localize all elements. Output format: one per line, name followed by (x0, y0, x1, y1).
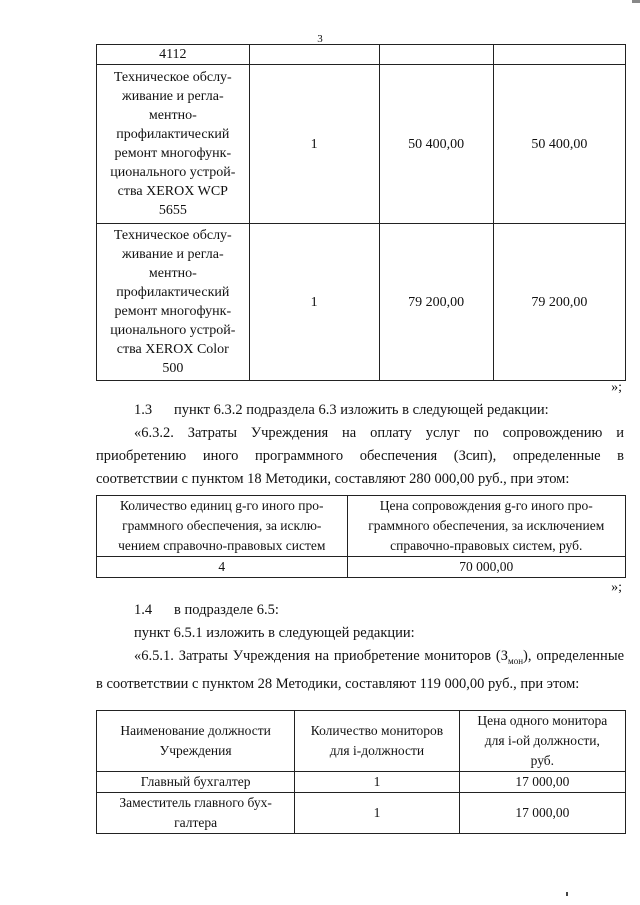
unit-price-cell: 79 200,00 (379, 224, 493, 381)
subpoint-text: пункт 6.5.1 изложить в следующей редакции: (134, 625, 415, 641)
price-cell: 17 000,00 (459, 793, 625, 834)
table-header-row (97, 496, 626, 557)
section-number: 1.4 (134, 602, 153, 618)
table-row (97, 224, 626, 381)
software-support-table (96, 495, 626, 578)
column-header: Цена одного монитора для i-ой должности, руб. (459, 711, 625, 772)
section-quote: «6.3.2. Затраты Учреждения на оплату услуг по сопровождению и приобретению иного программного обеспечения (Зсип), определенные в соответствии с пунктом 18 Методики, составляют 280 000,00 руб., при этом: (96, 425, 624, 487)
quantity-cell (249, 45, 379, 65)
quantity-cell: 1 (249, 65, 379, 224)
maintenance-cost-table (96, 44, 626, 381)
quote-part: ), определенные в соответствии с пунктом 28 Методики, составляют 119 000,00 руб., при этом: (96, 648, 624, 692)
section-text: пункт 6.3.2 подраздела 6.3 изложить в следующей редакции: (174, 402, 549, 418)
section-quote (96, 645, 624, 696)
table-row (97, 45, 626, 65)
total-cell (493, 45, 625, 65)
column-header: Количество единиц g-го иного про- граммного обеспечения, за исклю- чением справочно-правовых систем (97, 496, 348, 557)
closing-quote: »; (611, 580, 622, 595)
closing-quote: »; (611, 380, 622, 395)
column-header: Цена сопровождения g-го иного про- граммного обеспечения, за исключением справочно-правовых систем, руб. (347, 496, 625, 557)
quantity-cell: 1 (295, 793, 459, 834)
service-name-cell: 4112 (97, 45, 250, 65)
page-number: 3 (317, 33, 323, 45)
subscript: мон (508, 655, 524, 666)
column-header: Наименование должности Учреждения (97, 711, 295, 772)
position-cell: Главный бухгалтер (97, 772, 295, 793)
unit-price-cell: 50 400,00 (379, 65, 493, 224)
quantity-cell: 4 (97, 557, 348, 578)
table-header-row (97, 711, 626, 772)
table-row (97, 65, 626, 224)
quantity-cell: 1 (249, 224, 379, 381)
total-cell: 79 200,00 (493, 224, 625, 381)
table-row (97, 793, 626, 834)
monitor-cost-table (96, 710, 626, 834)
service-name-cell: Техническое обслу- живание и регла- ментно- профилактический ремонт многофунк- ционального устрой- ства XEROX WCP 5655 (97, 65, 250, 224)
unit-price-cell (379, 45, 493, 65)
total-cell: 50 400,00 (493, 65, 625, 224)
service-name-cell: Техническое обслу- живание и регла- ментно- профилактический ремонт многофунк- ционального устрой- ства XEROX Color 500 (97, 224, 250, 381)
quote-part: «6.5.1. Затраты Учреждения на приобретение мониторов (З (134, 648, 509, 664)
section-text: в подразделе 6.5: (174, 602, 279, 618)
column-header: Количество мониторов для i-должности (295, 711, 459, 772)
price-cell: 70 000,00 (347, 557, 625, 578)
price-cell: 17 000,00 (459, 772, 625, 793)
section-number: 1.3 (134, 402, 153, 418)
table-row (97, 557, 626, 578)
quantity-cell: 1 (295, 772, 459, 793)
corner-mark (632, 0, 640, 3)
scan-mark (566, 892, 568, 896)
position-cell: Заместитель главного бух- галтера (97, 793, 295, 834)
table-row (97, 772, 626, 793)
